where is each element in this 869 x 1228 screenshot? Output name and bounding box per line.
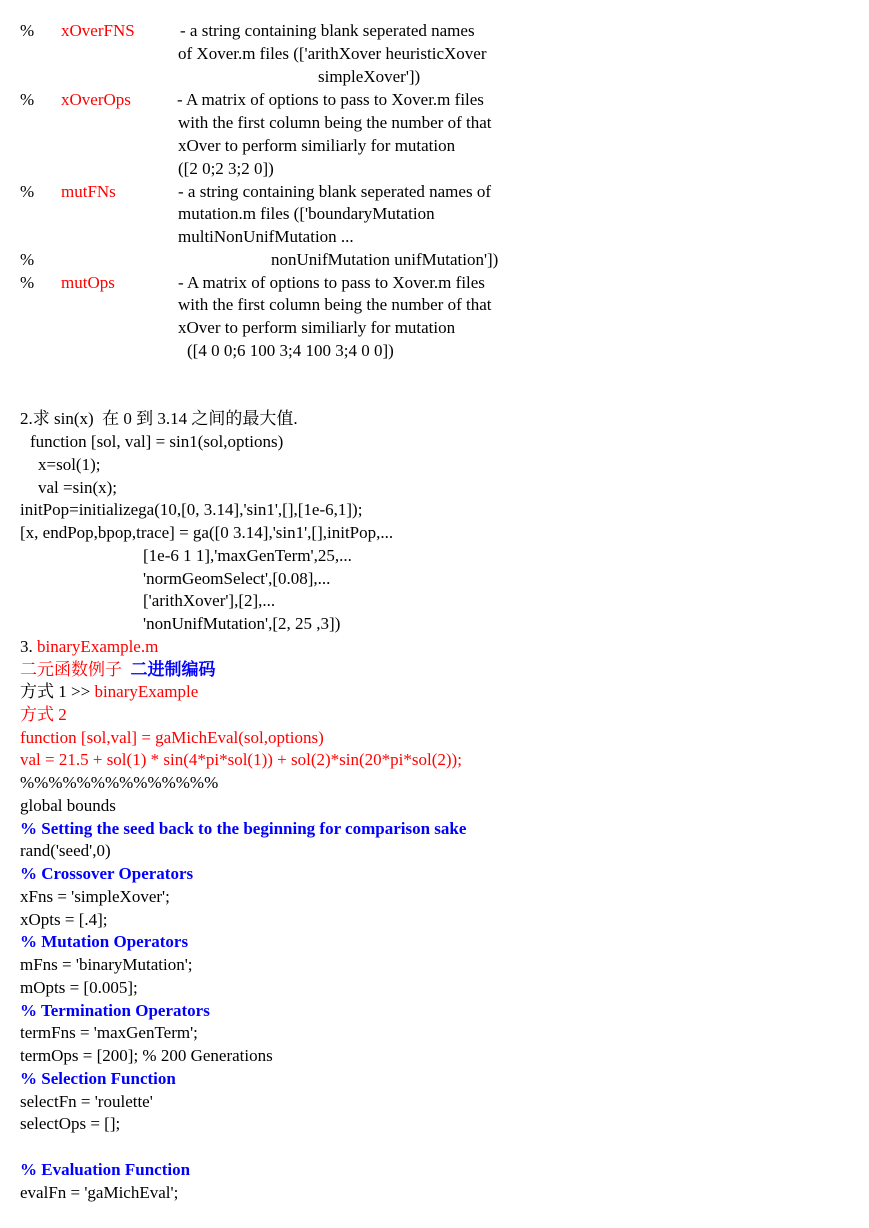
param-desc: ([4 0 0;6 100 3;4 100 3;4 0 0]) bbox=[187, 341, 394, 360]
param-desc: with the first column being the number of that bbox=[178, 295, 492, 314]
param-name: xOverFNS bbox=[61, 21, 135, 40]
param-pct: % bbox=[20, 21, 35, 40]
code-line: 'nonUnifMutation',[2, 25 ,3]) bbox=[143, 614, 341, 633]
param-desc: multiNonUnifMutation ... bbox=[178, 227, 354, 246]
code-line: mOpts = [0.005]; bbox=[20, 978, 138, 997]
method-one-command: binaryExample bbox=[94, 682, 199, 701]
param-desc: - a string containing blank seperated names of bbox=[178, 182, 491, 201]
param-desc: xOver to perform similiarly for mutation bbox=[178, 136, 456, 155]
code-line: evalFn = 'gaMichEval'; bbox=[20, 1183, 179, 1202]
example-title bbox=[20, 659, 216, 681]
param-desc: - A matrix of options to pass to Xover.m files bbox=[177, 90, 484, 109]
code-line: function [sol, val] = sin1(sol,options) bbox=[30, 432, 284, 451]
code-line: ['arithXover'],[2],... bbox=[143, 591, 276, 610]
method-one-label: 方式 1 >> bbox=[20, 682, 95, 701]
code-line: 'normGeomSelect',[0.08],... bbox=[143, 569, 331, 588]
example-label: 二元函数例子 bbox=[20, 660, 122, 679]
separator-line: %%%%%%%%%%%%%% bbox=[20, 773, 219, 792]
code-line: function [sol,val] = gaMichEval(sol,options) bbox=[20, 728, 324, 747]
param-desc: - A matrix of options to pass to Xover.m files bbox=[178, 273, 485, 292]
code-line: termFns = 'maxGenTerm'; bbox=[20, 1023, 198, 1042]
code-comment: % Termination Operators bbox=[20, 1001, 210, 1020]
param-desc: nonUnifMutation unifMutation']) bbox=[271, 250, 499, 269]
method-one bbox=[20, 681, 198, 703]
code-line: val =sin(x); bbox=[38, 478, 117, 497]
code-line: selectOps = []; bbox=[20, 1114, 121, 1133]
param-pct: % bbox=[20, 273, 35, 292]
param-desc: - a string containing blank seperated names bbox=[180, 21, 475, 40]
code-line: termOps = [200]; % 200 Generations bbox=[20, 1046, 273, 1065]
param-name: mutFNs bbox=[61, 182, 116, 201]
section-number: 3. bbox=[20, 637, 37, 656]
code-line: selectFn = 'roulette' bbox=[20, 1092, 153, 1111]
param-pct: % bbox=[20, 250, 35, 269]
code-line: xOpts = [.4]; bbox=[20, 910, 108, 929]
code-comment: % Setting the seed back to the beginning for comparison sake bbox=[20, 819, 467, 838]
code-comment: % Selection Function bbox=[20, 1069, 176, 1088]
section-heading bbox=[20, 636, 158, 658]
param-desc: of Xover.m files (['arithXover heuristicXover bbox=[178, 44, 487, 63]
code-line: mFns = 'binaryMutation'; bbox=[20, 955, 193, 974]
param-desc: with the first column being the number of that bbox=[178, 113, 492, 132]
param-pct: % bbox=[20, 90, 35, 109]
code-line: rand('seed',0) bbox=[20, 841, 111, 860]
code-line: global bounds bbox=[20, 796, 116, 815]
code-line: initPop=initializega(10,[0, 3.14],'sin1',[],[1e-6,1]); bbox=[20, 500, 363, 519]
encoding-label: 二进制编码 bbox=[130, 660, 216, 679]
code-line: xFns = 'simpleXover'; bbox=[20, 887, 170, 906]
section-heading: 2.求 sin(x) 在 0 到 3.14 之间的最大值. bbox=[20, 409, 298, 428]
code-comment: % Evaluation Function bbox=[20, 1160, 191, 1179]
param-desc: mutation.m files (['boundaryMutation bbox=[178, 204, 435, 223]
param-desc: simpleXover']) bbox=[318, 67, 421, 86]
param-name: xOverOps bbox=[61, 90, 131, 109]
code-line: x=sol(1); bbox=[38, 455, 101, 474]
param-desc: ([2 0;2 3;2 0]) bbox=[178, 159, 274, 178]
code-line: [x, endPop,bpop,trace] = ga([0 3.14],'sin1',[],initPop,... bbox=[20, 523, 394, 542]
param-pct: % bbox=[20, 182, 35, 201]
code-line: val = 21.5 + sol(1) * sin(4*pi*sol(1)) + sol(2)*sin(20*pi*sol(2)); bbox=[20, 750, 462, 769]
code-comment: % Mutation Operators bbox=[20, 932, 189, 951]
code-comment: % Crossover Operators bbox=[20, 864, 194, 883]
file-name: binaryExample.m bbox=[37, 637, 159, 656]
param-desc: xOver to perform similiarly for mutation bbox=[178, 318, 456, 337]
param-name: mutOps bbox=[61, 273, 115, 292]
code-line: [1e-6 1 1],'maxGenTerm',25,... bbox=[143, 546, 352, 565]
method-two-label: 方式 2 bbox=[20, 705, 67, 724]
